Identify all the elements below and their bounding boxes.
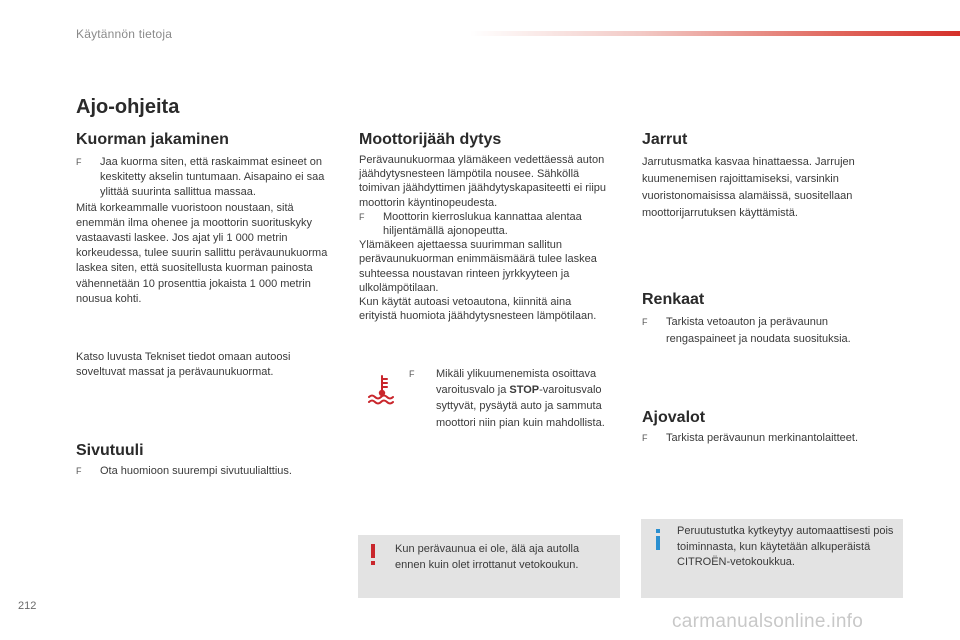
bullet-text: Jaa kuorma siten, että raskaimmat esineet on keskitetty akselin tuntumaan. Aisapaino ei saa ylittää suurinta sallittua massaa. (100, 156, 325, 199)
paragraph-coolant: Perävaunukuormaa ylämäkeen vedettäessä auton jäähdytysnesteen lämpötila nousee. Sähköllä toimivan jäähdyttimen jäähdytyskapasiteetti ei riipu moottorin käyntinopeudesta. (359, 154, 607, 209)
bullet-icon: F (642, 317, 648, 327)
page-number: 212 (18, 600, 37, 612)
col3-block-1 (642, 154, 902, 222)
bullet-icon: F (359, 211, 365, 222)
heading-crosswind: Sivutuuli (76, 442, 144, 459)
warning-note-box (358, 535, 620, 598)
bullet-text: Moottorin kierroslukua kannattaa alentaa hiljentämällä ajonopeutta. (383, 210, 582, 238)
paragraph-uphill: Ylämäkeen ajettaessa suurimman sallitun perävaunukuorman enimmäismäärä tulee laskea suhteessa noustavan rinteen jyrkkyyteen ja ulkolämpötilaan. (359, 239, 597, 294)
warning-text-part1: Mikäli ylikuumenemista osoittava varoitusvalo ja (436, 368, 597, 397)
heading-load-distribution: Kuorman jakaminen (76, 131, 229, 148)
col3-block-2 (642, 314, 892, 348)
warning-text-block (409, 366, 612, 431)
bullet-icon: F (76, 466, 82, 476)
heading-lights: Ajovalot (642, 409, 706, 426)
bullet-icon: F (409, 369, 415, 379)
bullet-text: Ota huomioon suurempi sivutuulialttius. (100, 465, 292, 477)
bullet-item (642, 431, 902, 446)
stop-label: STOP (509, 384, 540, 397)
bullet-item (76, 464, 336, 479)
bullet-text: Tarkista vetoauton ja perävaunun rengaspaineet ja noudata suosituksia. (666, 316, 851, 345)
bullet-text: Tarkista perävaunun merkinantolaitteet. (666, 432, 858, 444)
bullet-item (409, 366, 612, 431)
header-accent-bar (470, 31, 960, 36)
watermark: carmanualsonline.info (672, 611, 864, 632)
coolant-temperature-warning-icon (366, 373, 398, 405)
heading-brakes: Jarrut (642, 131, 688, 148)
section-label: Käytännön tietoja (76, 27, 173, 41)
warning-text-part2: -varoitusvalo syttyvät, pysäytä auto ja sammuta moottori niin pian kuin mahdollista. (436, 384, 605, 429)
col1-block-1 (76, 155, 328, 307)
heading-tyres: Renkaat (642, 291, 705, 308)
bullet-icon: F (642, 433, 648, 443)
bullet-item (642, 314, 892, 348)
page-title: Ajo-ohjeita (76, 96, 180, 118)
bullet-item (359, 210, 611, 238)
bullet-icon: F (76, 157, 82, 167)
paragraph-masses-ref: Katso luvusta Tekniset tiedot omaan autoosi soveltuvat massat ja perävaunukuormat. (76, 351, 291, 379)
bullet-item (76, 155, 328, 201)
col1-block-2 (76, 350, 328, 380)
heading-engine-cooling: Moottorijääh dytys (359, 131, 502, 148)
warning-note-text: Kun perävaunua ei ole, älä aja autolla ennen kuin olet irrottanut vetokoukun. (395, 543, 580, 571)
paragraph-brakes: Jarrutusmatka kasvaa hinattaessa. Jarrujen kuumenemisen rajoittamiseksi, varsinkin vuoristonomaisissa alamäissä, suositellaan moottorijarrutuksen käyttämistä. (642, 156, 855, 219)
info-note-box (641, 519, 903, 598)
col2-block-1 (359, 153, 611, 323)
info-note-text: Peruutustutka kytkeytyy automaattisesti pois toiminnasta, kun käytetään alkuperäistä CITROËN-vetokoukkua. (677, 525, 894, 568)
col3-block-3 (642, 431, 902, 446)
col1-block-3 (76, 464, 336, 479)
paragraph-altitude: Mitä korkeammalle vuoristoon noustaan, sitä enemmän ilma ohenee ja moottorin suorituskyky vastaavasti laskee. Jos ajat yli 1 000 metrin korkeudessa, tulee suurin sallittu perävaunukuorma laskea siten, että suositellusta kuorman painosta vähennetään 10 prosenttia jokaista 1 000 metrin nousua kohti. (76, 201, 328, 305)
paragraph-towing: Kun käytät autoasi vetoautona, kiinnitä aina erityistä huomiota jäähdytysnesteen lämpötilaan. (359, 296, 597, 323)
info-icon (653, 529, 663, 551)
exclamation-icon (368, 544, 378, 566)
